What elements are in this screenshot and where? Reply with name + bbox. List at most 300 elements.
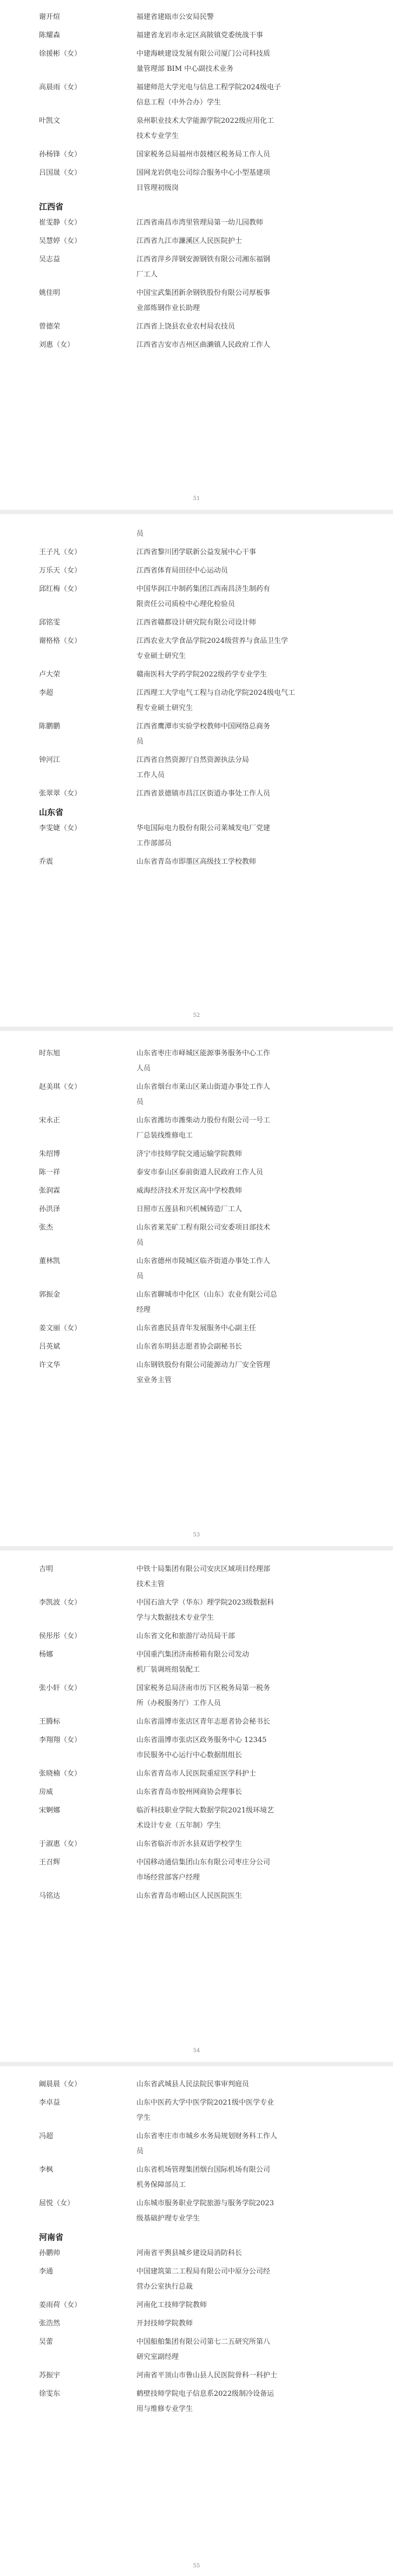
honoree-affiliation — [136, 47, 358, 77]
page-separator — [0, 1546, 393, 1550]
honoree-name: 孙鹏帅 — [39, 2249, 61, 2257]
honoree-name: 吕国晟（女） — [39, 169, 82, 177]
honoree-row — [0, 80, 393, 110]
affiliation-line: 济宁市技师学院交通运输学院教师 — [136, 1150, 243, 1158]
affiliation-line: 山东省青岛市崂山区人民医院医生 — [136, 1892, 243, 1900]
affiliation-line: 山东省淄博市张店区青年志愿者协会秘书长 — [136, 1718, 271, 1726]
honoree-row — [0, 686, 393, 716]
affiliation-line: 学与大数据技术专业学生 — [136, 1614, 214, 1622]
honoree-row — [0, 1254, 393, 1284]
honoree-row — [0, 1889, 393, 1904]
document-page — [0, 517, 393, 1026]
honoree-affiliation — [136, 147, 358, 162]
honoree-affiliation — [136, 545, 358, 560]
affiliation-line: 厂总装线维修电工 — [136, 1132, 193, 1140]
affiliation-line: 员 — [136, 2147, 144, 2156]
honoree-name: 乔震 — [39, 858, 54, 866]
honoree-name: 马铭达 — [39, 1892, 61, 1900]
honoree-name: 宋永正 — [39, 1116, 61, 1125]
affiliation-line: 所（办税服务厅）工作人员 — [136, 1699, 221, 1707]
honoree-name: 赵美琪（女） — [39, 1083, 82, 1091]
honoree-row — [0, 2316, 393, 2331]
honoree-name: 王召辉 — [39, 1858, 61, 1867]
affiliation-line: 中铁十局集团有限公司安庆区域项目经理部 — [136, 1565, 271, 1573]
honoree-name: 陈鹏鹏 — [39, 722, 61, 731]
affiliation-line: 级基础护理专业学生 — [136, 2214, 200, 2223]
affiliation-line: 国网龙岩供电公司综合服务中心小型基建项 — [136, 169, 271, 177]
honoree-name: 吕英斌 — [39, 1343, 61, 1351]
affiliation-line: 术设计专业（五年制）学生 — [136, 1822, 221, 1830]
honoree-name: 吴慧婷（女） — [39, 237, 82, 245]
affiliation-line: 研究室副经理 — [136, 2353, 179, 2361]
honoree-affiliation — [136, 114, 358, 144]
honoree-name: 张小轩（女） — [39, 1684, 82, 1692]
affiliation-line: 中国华润江中制药集团江西南昌济生制药有 — [136, 585, 271, 593]
affiliation-line: 工作人员 — [136, 771, 165, 779]
province-heading: 江西省 — [39, 202, 64, 212]
honoree-row — [0, 252, 393, 282]
affiliation-line: 威海经济技术开发区高中学校教师 — [136, 1187, 243, 1195]
honoree-affiliation — [136, 1595, 358, 1626]
honoree-name: 张润霖 — [39, 1187, 61, 1195]
affiliation-line: 员 — [136, 1272, 144, 1280]
honoree-name: 李枫 — [39, 2166, 54, 2174]
honoree-name: 叶凯文 — [39, 117, 61, 125]
honoree-row — [0, 47, 393, 77]
honoree-row — [0, 166, 393, 196]
honoree-affiliation — [136, 1220, 358, 1251]
honoree-name: 李雯婕（女） — [39, 824, 82, 832]
honoree-name: 谢格格（女） — [39, 637, 82, 645]
honoree-row — [0, 1785, 393, 1800]
affiliation-line: 江西省景德镇市昌江区街道办事处工作人员 — [136, 790, 271, 798]
affiliation-line: 市场经营部客户经理 — [136, 1874, 200, 1882]
affiliation-line: 河南省平顶山市鲁山县人民医院骨科一科护士 — [136, 2371, 278, 2380]
honoree-affiliation — [136, 563, 358, 579]
affiliation-line: 山东省枣庄市市城乡水务局规划财务科工作人 — [136, 2132, 278, 2140]
honoree-name: 卢大荣 — [39, 671, 61, 679]
honoree-affiliation — [136, 1339, 358, 1355]
affiliation-line: 鹤壁技师学院电子信息系2022级制冷设备运 — [136, 2390, 274, 2398]
affiliation-line: 用与维修专业学生 — [136, 2405, 193, 2413]
affiliation-line: 技术主管 — [136, 1580, 165, 1588]
honoree-name: 许文华 — [39, 1361, 61, 1369]
affiliation-line: 中建海峡建设发展有限公司厦门公司科技质 — [136, 50, 271, 58]
honoree-row — [0, 2163, 393, 2193]
honoree-affiliation — [136, 1046, 358, 1076]
honoree-affiliation — [136, 1562, 358, 1592]
honoree-row — [0, 338, 393, 353]
affiliation-line: 江西省自然资源厅自然资源执法分局 — [136, 756, 250, 764]
honoree-name: 吉明 — [39, 1565, 54, 1573]
honoree-row — [0, 2196, 393, 2226]
honoree-row — [0, 1113, 393, 1144]
honoree-name: 冯超 — [39, 2132, 54, 2140]
affiliation-line: 福建省龙岩市永定区高陂镇党委统战干事 — [136, 31, 264, 40]
honoree-name: 刘惠（女） — [39, 341, 75, 349]
affiliation-line: 山东省莱芜矿工程有限公司安委项目部技术 — [136, 1224, 271, 1232]
honoree-row — [0, 1321, 393, 1336]
honoree-row — [0, 1595, 393, 1626]
honoree-name: 崔雯静（女） — [39, 219, 82, 227]
honoree-name: 于淑惠（女） — [39, 1840, 82, 1848]
affiliation-line: 技术专业学生 — [136, 132, 179, 140]
affiliation-line: 中国船舶集团有限公司第七二五研究所第八 — [136, 2338, 271, 2346]
honoree-name: 张浩然 — [39, 2319, 61, 2328]
affiliation-line: 山东中医药大学中医学院2021级中医学专业 — [136, 2099, 274, 2107]
honoree-name: 董林凯 — [39, 1257, 61, 1265]
honoree-name: 张杰 — [39, 1224, 54, 1232]
affiliation-line: 国家税务总局济南市历下区税务局第一税务 — [136, 1684, 271, 1692]
honoree-row — [0, 634, 393, 664]
honoree-affiliation — [136, 2298, 358, 2313]
honoree-name: 李凯波（女） — [39, 1599, 82, 1607]
honoree-affiliation — [136, 1837, 358, 1852]
honoree-name: 郭振金 — [39, 1291, 61, 1299]
honoree-row — [0, 2298, 393, 2313]
affiliation-line: 开封技师学院教师 — [136, 2319, 193, 2328]
affiliation-line: 山东城市服务职业学院旅游与服务学院2023 — [136, 2199, 274, 2207]
honoree-row — [0, 2335, 393, 2365]
affiliation-line: 江西农业大学食品学院2024级营养与食品卫生学 — [136, 637, 289, 645]
affiliation-line: 员 — [136, 1098, 144, 1106]
honoree-row — [0, 2264, 393, 2295]
honoree-affiliation — [136, 615, 358, 630]
affiliation-line: 程专业硕士研究生 — [136, 704, 193, 712]
honoree-name: 李超 — [39, 689, 54, 697]
affiliation-line: 江西省黎川团学联新公益发展中心干事 — [136, 548, 257, 556]
honoree-row — [0, 786, 393, 801]
honoree-name: 姜雨荷（女） — [39, 2301, 82, 2309]
honoree-name: 房威 — [39, 1788, 54, 1796]
honoree-row — [0, 2077, 393, 2092]
affiliation-line: 量管理部 BIM 中心副技术业务 — [136, 65, 234, 73]
honoree-row — [0, 667, 393, 682]
affiliation-line: 限责任公司质检中心理化检验员 — [136, 600, 235, 608]
honoree-name: 徐援彬（女） — [39, 50, 82, 58]
affiliation-line: 学生 — [136, 2114, 151, 2122]
affiliation-line: 员 — [136, 1239, 144, 1247]
honoree-row — [0, 2387, 393, 2417]
honoree-affiliation — [136, 234, 358, 249]
affiliation-line: 专业硕士研究生 — [136, 652, 186, 660]
honoree-row — [0, 1803, 393, 1834]
affiliation-line: 信息工程（中外合办）学生 — [136, 98, 221, 107]
honoree-affiliation — [136, 719, 358, 750]
honoree-name: 万乐天（女） — [39, 567, 82, 575]
honoree-affiliation — [136, 286, 358, 316]
affiliation-line: 山东省烟台市莱山区莱山街道办事处工作人 — [136, 1083, 271, 1091]
honoree-row — [0, 286, 393, 316]
affiliation-line: 机厂装调班组装配工 — [136, 1666, 200, 1674]
affiliation-line: 山东省青岛市人民医院重症医学科护士 — [136, 1770, 257, 1778]
honoree-name: 李卓益 — [39, 2099, 61, 2107]
honoree-row — [0, 855, 393, 870]
honoree-row — [0, 28, 393, 43]
honoree-affiliation — [136, 1080, 358, 1110]
honoree-affiliation — [136, 28, 358, 43]
honoree-name: 徐雯东 — [39, 2390, 61, 2398]
document-page — [0, 2067, 393, 2576]
honoree-row — [0, 1766, 393, 1782]
honoree-name: 李翔翔（女） — [39, 1736, 82, 1744]
affiliation-line: 目管理初级岗 — [136, 184, 179, 192]
honoree-row — [0, 1339, 393, 1355]
honoree-affiliation — [136, 2387, 358, 2417]
page-separator — [0, 1027, 393, 1031]
honoree-row — [0, 1165, 393, 1180]
honoree-row — [0, 1080, 393, 1110]
honoree-row — [0, 10, 393, 25]
affiliation-line: 人员 — [136, 1064, 151, 1073]
honoree-row — [0, 1714, 393, 1730]
honoree-affiliation — [136, 1287, 358, 1318]
honoree-name: 杨娜 — [39, 1651, 54, 1659]
honoree-name: 高晨雨（女） — [39, 83, 82, 91]
affiliation-line: 山东省青岛市胶州网商协会理事长 — [136, 1788, 243, 1796]
affiliation-line: 江西省南昌市湾里管理局第一幼儿园教师 — [136, 219, 264, 227]
affiliation-line: 泉州职业技术大学能源学院2022级应用化工 — [136, 117, 274, 125]
honoree-row — [0, 563, 393, 579]
honoree-name: 张翠翠（女） — [39, 790, 82, 798]
honoree-affiliation — [136, 1113, 358, 1144]
honoree-affiliation — [136, 1714, 358, 1730]
honoree-name: 钟河江 — [39, 756, 61, 764]
document-page — [0, 0, 393, 509]
page-number: 53 — [193, 1532, 200, 1538]
affiliation-line: 员 — [136, 738, 144, 746]
affiliation-line: 中国移动通信集团山东有限公司枣庄分公司 — [136, 1858, 271, 1867]
honoree-affiliation — [136, 2246, 358, 2261]
honoree-row — [0, 319, 393, 334]
honoree-affiliation — [136, 2163, 358, 2193]
honoree-affiliation — [136, 1254, 358, 1284]
honoree-affiliation — [136, 786, 358, 801]
honoree-affiliation — [136, 2196, 358, 2226]
affiliation-line: 机务保障部员工 — [136, 2181, 186, 2189]
honoree-row — [0, 1837, 393, 1852]
honoree-row — [0, 1046, 393, 1076]
continued-text: 员 — [136, 530, 144, 538]
honoree-name: 屈悦（女） — [39, 2199, 75, 2207]
honoree-name: 张晓楠（女） — [39, 1770, 82, 1778]
affiliation-line: 国家税务总局福州市鼓楼区税务局工作人员 — [136, 150, 271, 159]
honoree-affiliation — [136, 252, 358, 282]
document-page — [0, 1036, 393, 1545]
honoree-name: 王子凡（女） — [39, 548, 82, 556]
honoree-name: 陈一祥 — [39, 1168, 61, 1177]
honoree-affiliation — [136, 166, 358, 196]
affiliation-line: 山东省枣庄市峄城区能源事务服务中心工作 — [136, 1049, 271, 1057]
affiliation-line: 中国重汽集团济南桥箱有限公司发动 — [136, 1651, 250, 1659]
honoree-row — [0, 582, 393, 612]
honoree-name: 邱红梅（女） — [39, 585, 82, 593]
affiliation-line: 室业务主管 — [136, 1376, 172, 1384]
province-heading: 河南省 — [39, 2232, 64, 2242]
honoree-affiliation — [136, 1165, 358, 1180]
affiliation-line: 江西省上饶县农业农村局农技员 — [136, 323, 235, 331]
affiliation-line: 中国宝武集团新余钢铁股份有限公司厚板事 — [136, 289, 271, 297]
honoree-affiliation — [136, 2335, 358, 2365]
affiliation-line: 山东省惠民县青年发展服务中心副主任 — [136, 1324, 257, 1332]
honoree-row — [0, 114, 393, 144]
affiliation-line: 中国石油大学（华东）理学院2023级数据科 — [136, 1599, 274, 1607]
affiliation-line: 江西省萍乡萍钢安源钢铁有限公司湘东福钢 — [136, 255, 271, 264]
honoree-affiliation — [136, 1733, 358, 1763]
honoree-name: 宋婀娜 — [39, 1806, 61, 1815]
province-heading: 山东省 — [39, 807, 64, 817]
honoree-row — [0, 215, 393, 231]
honoree-row — [0, 2368, 393, 2383]
affiliation-line: 江西理工大学电气工程与自动化学院2024级电气工 — [136, 689, 296, 697]
affiliation-line: 临沂科技职业学院大数据学院2021级环境艺 — [136, 1806, 274, 1815]
honoree-row — [0, 2129, 393, 2159]
affiliation-line: 江西省体育局田径中心运动员 — [136, 567, 228, 575]
page-number: 51 — [193, 496, 200, 502]
affiliation-line: 赣南医科大学药学院2022级药学专业学生 — [136, 671, 267, 679]
honoree-row — [0, 753, 393, 783]
honoree-affiliation — [136, 2264, 358, 2295]
honoree-row — [0, 1562, 393, 1592]
affiliation-line: 中国建筑第二工程局有限公司中原分公司经 — [136, 2268, 271, 2276]
honoree-affiliation — [136, 1647, 358, 1678]
affiliation-line: 山东省文化和旅游厅动员局干部 — [136, 1632, 235, 1640]
honoree-affiliation — [136, 667, 358, 682]
affiliation-line: 山东省潍坊市潍柴动力股份有限公司一号工 — [136, 1116, 271, 1125]
honoree-name: 李通 — [39, 2268, 54, 2276]
honoree-name: 时东旭 — [39, 1049, 61, 1057]
honoree-affiliation — [136, 2077, 358, 2092]
honoree-affiliation — [136, 2129, 358, 2159]
honoree-row — [0, 1202, 393, 1217]
affiliation-line: 工作部部员 — [136, 839, 172, 847]
honoree-name: 曾德荣 — [39, 323, 61, 331]
honoree-affiliation — [136, 1147, 358, 1162]
honoree-row — [0, 1681, 393, 1711]
honoree-row — [0, 1358, 393, 1388]
honoree-affiliation — [136, 2095, 358, 2126]
affiliation-line: 山东省临沂市沂水县双语学校学生 — [136, 1840, 243, 1848]
honoree-row — [0, 147, 393, 162]
honoree-affiliation — [136, 319, 358, 334]
honoree-affiliation — [136, 1629, 358, 1644]
page-separator — [0, 2062, 393, 2066]
honoree-name: 孙杨锋（女） — [39, 150, 82, 159]
affiliation-line: 业部炼钢作业长助理 — [136, 304, 200, 312]
honoree-name: 陈耀森 — [39, 31, 61, 40]
honoree-row — [0, 615, 393, 630]
affiliation-line: 山东省聊城市中化区（山东）农业有限公司总 — [136, 1291, 278, 1299]
honoree-row — [0, 719, 393, 750]
page-number: 54 — [193, 2048, 200, 2054]
honoree-name: 苏振宇 — [39, 2371, 61, 2380]
honoree-name: 吴蕾 — [39, 2338, 54, 2346]
affiliation-line: 华电国际电力股份有限公司莱城发电厂党建 — [136, 824, 271, 832]
affiliation-line: 河南省平舆县城乡建设局消防科长 — [136, 2249, 243, 2257]
honoree-row — [0, 1287, 393, 1318]
affiliation-line: 山东钢铁股份有限公司能源动力厂安全管理 — [136, 1361, 271, 1369]
page-separator — [0, 510, 393, 514]
affiliation-line: 江西省九江市濂溪区人民医院护士 — [136, 237, 243, 245]
honoree-name: 吴志益 — [39, 255, 61, 264]
affiliation-line: 厂工人 — [136, 271, 158, 279]
honoree-affiliation — [136, 80, 358, 110]
honoree-affiliation — [136, 686, 358, 716]
honoree-name: 阚晨晨（女） — [39, 2080, 82, 2088]
honoree-row — [0, 1220, 393, 1251]
honoree-row — [0, 545, 393, 560]
honoree-affiliation — [136, 1889, 358, 1904]
honoree-affiliation — [136, 338, 358, 353]
honoree-affiliation — [136, 10, 358, 25]
affiliation-line: 山东省机场管理集团烟台国际机场有限公司 — [136, 2166, 271, 2174]
affiliation-line: 山东省淄博市张店区政务服务中心 12345 — [136, 1736, 267, 1744]
honoree-row — [0, 821, 393, 851]
honoree-row — [0, 2246, 393, 2261]
honoree-row — [0, 1147, 393, 1162]
affiliation-line: 江西省赣都设计研究院有限公司设计师 — [136, 619, 257, 627]
honoree-affiliation — [136, 1785, 358, 1800]
honoree-affiliation — [136, 1766, 358, 1782]
honoree-affiliation — [136, 634, 358, 664]
honoree-affiliation — [136, 753, 358, 783]
honoree-row — [0, 1733, 393, 1763]
affiliation-line: 泰安市泰山区泰前街道人民政府工作人员 — [136, 1168, 264, 1177]
affiliation-line: 江西省鹰潭市实验学校教师中国网络总商务 — [136, 722, 271, 731]
affiliation-line: 河南化工技师学院教师 — [136, 2301, 207, 2309]
honoree-row — [0, 2095, 393, 2126]
page-number: 52 — [193, 1013, 200, 1018]
document-page — [0, 1552, 393, 2061]
honoree-row — [0, 1647, 393, 1678]
honoree-name: 朱绍博 — [39, 1150, 61, 1158]
honoree-affiliation — [136, 1358, 358, 1388]
honoree-affiliation — [136, 1855, 358, 1885]
honoree-affiliation — [136, 1202, 358, 1217]
honoree-name: 姚佳明 — [39, 289, 61, 297]
honoree-affiliation — [136, 1321, 358, 1336]
affiliation-line: 山东省青岛市即墨区高级技工学校教师 — [136, 858, 257, 866]
honoree-row — [0, 1855, 393, 1885]
honoree-affiliation — [136, 2368, 358, 2383]
affiliation-line: 市民服务中心运行中心数据组组长 — [136, 1751, 243, 1759]
honoree-row — [0, 1184, 393, 1199]
honoree-affiliation — [136, 821, 358, 851]
honoree-affiliation — [136, 1184, 358, 1199]
affiliation-line: 日照市五莲县和兴机械铸造厂工人 — [136, 1205, 243, 1213]
honoree-row — [0, 1629, 393, 1644]
affiliation-line: 经理 — [136, 1306, 151, 1314]
honoree-affiliation — [136, 1681, 358, 1711]
honoree-affiliation — [136, 2316, 358, 2331]
honoree-name: 姜文丽（女） — [39, 1324, 82, 1332]
honoree-affiliation — [136, 215, 358, 231]
honoree-name: 孙洪泽 — [39, 1205, 61, 1213]
affiliation-line: 山东省东明县志愿者协会副秘书长 — [136, 1343, 243, 1351]
affiliation-line: 山东省德州市陵城区临齐街道办事处工作人 — [136, 1257, 271, 1265]
honoree-name: 邱铭雯 — [39, 619, 61, 627]
affiliation-line: 山东省武城县人民法院民事审判庭员 — [136, 2080, 250, 2088]
affiliation-line: 福建省建瓯市公安局民警 — [136, 13, 214, 21]
honoree-name: 侯彤彤（女） — [39, 1632, 82, 1640]
honoree-row — [0, 234, 393, 249]
affiliation-line: 江西省吉安市吉州区曲濑镇人民政府工作人 — [136, 341, 271, 349]
honoree-affiliation — [136, 855, 358, 870]
affiliation-line: 福建师范大学光电与信息工程学院2024级电子 — [136, 83, 281, 91]
honoree-name: 谢开煊 — [39, 13, 61, 21]
affiliation-line: 营办公室执行总裁 — [136, 2283, 193, 2291]
page-number: 55 — [193, 2563, 200, 2569]
